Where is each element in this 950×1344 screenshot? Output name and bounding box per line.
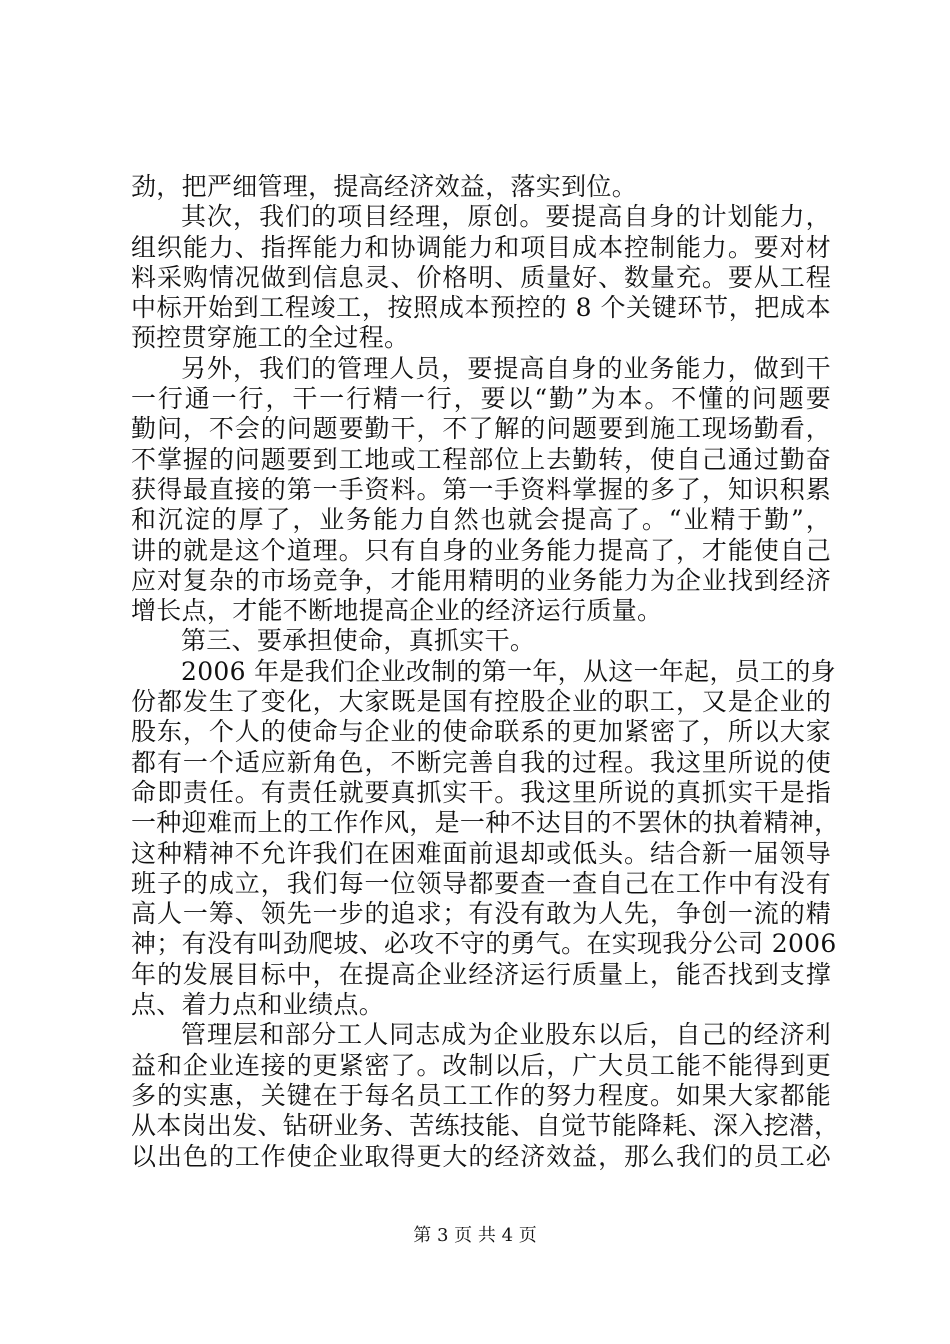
text-line: 其次，我们的项目经理，原创。要提高自身的计划能力， <box>181 202 831 232</box>
text-line: 从本岗出发、钻研业务、苦练技能、自觉节能降耗、深入挖潜， <box>131 1111 840 1141</box>
text-line: 中标开始到工程竣工，按照成本预控的 8 个关键环节，把成本 <box>131 293 831 323</box>
text-line: 组织能力、指挥能力和协调能力和项目成本控制能力。要对材 <box>131 232 831 262</box>
text-line: 股东，个人的使命与企业的使命联系的更加紧密了，所以大家 <box>131 717 831 747</box>
text-line: 一行通一行，干一行精一行，要以“勤”为本。不懂的问题要 <box>131 384 831 414</box>
text-line: 班子的成立，我们每一位领导都要查一查自己在工作中有没有 <box>131 868 831 898</box>
text-line: 获得最直接的第一手资料。第一手资料掌握的多了，知识积累 <box>131 474 831 504</box>
text-line: 神；有没有叫劲爬坡、必攻不守的勇气。在实现我分公司 2006 <box>131 929 837 959</box>
text-line: 份都发生了变化，大家既是国有控股企业的职工，又是企业的 <box>131 687 831 717</box>
text-line: 增长点，才能不断地提高企业的经济运行质量。 <box>131 596 663 626</box>
text-line: 劲，把严细管理，提高经济效益，落实到位。 <box>131 172 638 201</box>
text-line: 点、着力点和业绩点。 <box>131 990 385 1020</box>
text-line: 管理层和部分工人同志成为企业股东以后，自己的经济利 <box>181 1020 831 1050</box>
text-line: 和沉淀的厚了，业务能力自然也就会提高了。“业精于勤”， <box>131 505 831 535</box>
text-line: 命即责任。有责任就要真抓实干。我这里所说的真抓实干是指 <box>131 777 831 807</box>
page-footer: 第 3 页 共 4 页 <box>413 1225 537 1246</box>
text-line: 都有一个适应新角色，不断完善自我的过程。我这里所说的使 <box>131 747 831 777</box>
text-line: 另外，我们的管理人员，要提高自身的业务能力，做到干 <box>181 353 831 383</box>
text-line: 一种迎难而上的工作作风，是一种不达目的不罢休的执着精神， <box>131 808 840 838</box>
text-line: 年的发展目标中，在提高企业经济运行质量上，能否找到支撑 <box>131 959 831 989</box>
text-line: 益和企业连接的更紧密了。改制以后，广大员工能不能得到更 <box>131 1050 831 1080</box>
text-line: 讲的就是这个道理。只有自身的业务能力提高了，才能使自己 <box>131 535 831 565</box>
text-line: 应对复杂的市场竞争，才能用精明的业务能力为企业找到经济 <box>131 565 831 595</box>
text-line: 第三、要承担使命，真抓实干。 <box>181 626 536 656</box>
text-line: 勤问，不会的问题要勤干，不了解的问题要到施工现场勤看， <box>131 414 831 444</box>
text-line: 预控贯穿施工的全过程。 <box>131 323 410 353</box>
text-line: 多的实惠，关键在于每名员工工作的努力程度。如果大家都能 <box>131 1080 831 1110</box>
text-line: 料采购情况做到信息灵、价格明、质量好、数量充。要从工程 <box>131 262 831 292</box>
text-line: 以出色的工作使企业取得更大的经济效益，那么我们的员工必 <box>131 1141 831 1171</box>
text-line: 高人一筹、领先一步的追求；有没有敢为人先，争创一流的精 <box>131 899 831 929</box>
text-line: 不掌握的问题要到工地或工程部位上去勤转，使自己通过勤奋 <box>131 444 831 474</box>
text-line: 这种精神不允许我们在困难面前退却或低头。结合新一届领导 <box>131 838 831 868</box>
document-body <box>131 172 840 1172</box>
text-line: 2006 年是我们企业改制的第一年，从这一年起，员工的身 <box>181 656 836 686</box>
